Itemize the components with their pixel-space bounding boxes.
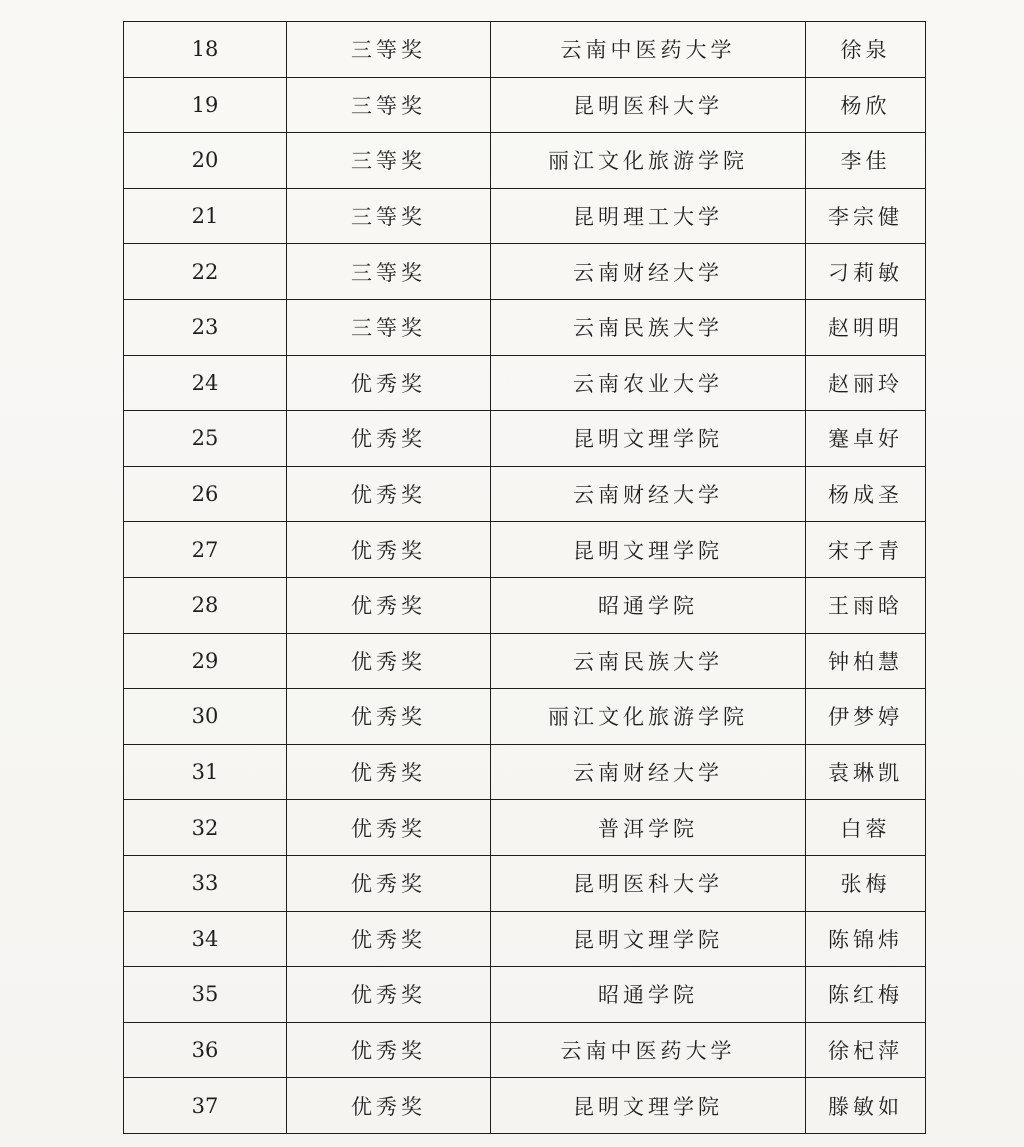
winner-name-cell: 杨成圣 [806, 466, 926, 522]
row-number-cell: 30 [124, 689, 287, 745]
winner-name-cell: 陈锦炜 [806, 911, 926, 967]
row-number-cell: 37 [124, 1078, 287, 1134]
award-level-cell: 优秀奖 [287, 800, 491, 856]
winner-name-cell: 赵明明 [806, 299, 926, 355]
winner-name-cell: 伊梦婷 [806, 689, 926, 745]
school-cell: 昭通学院 [491, 967, 806, 1023]
table-row [124, 577, 926, 633]
row-number-cell: 29 [124, 633, 287, 689]
award-level-cell: 三等奖 [287, 299, 491, 355]
school-cell: 云南中医药大学 [491, 22, 806, 78]
award-level-cell: 优秀奖 [287, 466, 491, 522]
table-row [124, 133, 926, 189]
row-number-cell: 18 [124, 22, 287, 78]
school-cell: 昆明理工大学 [491, 188, 806, 244]
winner-name-cell: 李宗健 [806, 188, 926, 244]
table-row [124, 967, 926, 1023]
school-cell: 昆明医科大学 [491, 77, 806, 133]
winner-name-cell: 赵丽玲 [806, 355, 926, 411]
award-level-cell: 优秀奖 [287, 1022, 491, 1078]
winner-name-cell: 钟柏慧 [806, 633, 926, 689]
table-row [124, 911, 926, 967]
school-cell: 云南农业大学 [491, 355, 806, 411]
row-number-cell: 19 [124, 77, 287, 133]
table-row [124, 466, 926, 522]
row-number-cell: 28 [124, 577, 287, 633]
award-level-cell: 优秀奖 [287, 633, 491, 689]
school-cell: 普洱学院 [491, 800, 806, 856]
award-level-cell: 优秀奖 [287, 1078, 491, 1134]
winner-name-cell: 徐杞萍 [806, 1022, 926, 1078]
award-level-cell: 优秀奖 [287, 855, 491, 911]
winner-name-cell: 张梅 [806, 855, 926, 911]
school-cell: 昆明文理学院 [491, 911, 806, 967]
award-level-cell: 优秀奖 [287, 577, 491, 633]
winner-name-cell: 滕敏如 [806, 1078, 926, 1134]
award-table [123, 21, 926, 1134]
row-number-cell: 34 [124, 911, 287, 967]
row-number-cell: 36 [124, 1022, 287, 1078]
table-row [124, 855, 926, 911]
row-number-cell: 35 [124, 967, 287, 1023]
award-level-cell: 三等奖 [287, 244, 491, 300]
school-cell: 云南民族大学 [491, 633, 806, 689]
winner-name-cell: 白蓉 [806, 800, 926, 856]
school-cell: 昆明文理学院 [491, 411, 806, 467]
row-number-cell: 33 [124, 855, 287, 911]
school-cell: 云南财经大学 [491, 244, 806, 300]
row-number-cell: 21 [124, 188, 287, 244]
row-number-cell: 32 [124, 800, 287, 856]
award-level-cell: 三等奖 [287, 133, 491, 189]
school-cell: 云南财经大学 [491, 466, 806, 522]
school-cell: 昭通学院 [491, 577, 806, 633]
row-number-cell: 31 [124, 744, 287, 800]
award-level-cell: 优秀奖 [287, 911, 491, 967]
row-number-cell: 25 [124, 411, 287, 467]
winner-name-cell: 蹇卓好 [806, 411, 926, 467]
school-cell: 云南财经大学 [491, 744, 806, 800]
award-table-body [124, 22, 926, 1134]
table-row [124, 77, 926, 133]
winner-name-cell: 宋子青 [806, 522, 926, 578]
winner-name-cell: 徐泉 [806, 22, 926, 78]
award-level-cell: 优秀奖 [287, 522, 491, 578]
table-row [124, 800, 926, 856]
award-level-cell: 优秀奖 [287, 744, 491, 800]
table-row [124, 299, 926, 355]
table-row [124, 689, 926, 745]
row-number-cell: 20 [124, 133, 287, 189]
school-cell: 昆明文理学院 [491, 1078, 806, 1134]
table-row [124, 188, 926, 244]
school-cell: 丽江文化旅游学院 [491, 689, 806, 745]
award-level-cell: 优秀奖 [287, 411, 491, 467]
school-cell: 云南中医药大学 [491, 1022, 806, 1078]
table-row [124, 22, 926, 78]
winner-name-cell: 杨欣 [806, 77, 926, 133]
award-level-cell: 优秀奖 [287, 967, 491, 1023]
row-number-cell: 22 [124, 244, 287, 300]
table-row [124, 355, 926, 411]
winner-name-cell: 王雨晗 [806, 577, 926, 633]
table-row [124, 522, 926, 578]
school-cell: 云南民族大学 [491, 299, 806, 355]
school-cell: 丽江文化旅游学院 [491, 133, 806, 189]
row-number-cell: 26 [124, 466, 287, 522]
winner-name-cell: 袁琳凯 [806, 744, 926, 800]
school-cell: 昆明文理学院 [491, 522, 806, 578]
row-number-cell: 27 [124, 522, 287, 578]
winner-name-cell: 陈红梅 [806, 967, 926, 1023]
row-number-cell: 24 [124, 355, 287, 411]
table-row [124, 633, 926, 689]
award-level-cell: 三等奖 [287, 22, 491, 78]
award-level-cell: 优秀奖 [287, 689, 491, 745]
winner-name-cell: 李佳 [806, 133, 926, 189]
table-row [124, 744, 926, 800]
table-row [124, 1078, 926, 1134]
school-cell: 昆明医科大学 [491, 855, 806, 911]
award-level-cell: 三等奖 [287, 77, 491, 133]
award-level-cell: 优秀奖 [287, 355, 491, 411]
winner-name-cell: 刁莉敏 [806, 244, 926, 300]
award-level-cell: 三等奖 [287, 188, 491, 244]
table-row [124, 244, 926, 300]
table-row [124, 1022, 926, 1078]
table-row [124, 411, 926, 467]
row-number-cell: 23 [124, 299, 287, 355]
